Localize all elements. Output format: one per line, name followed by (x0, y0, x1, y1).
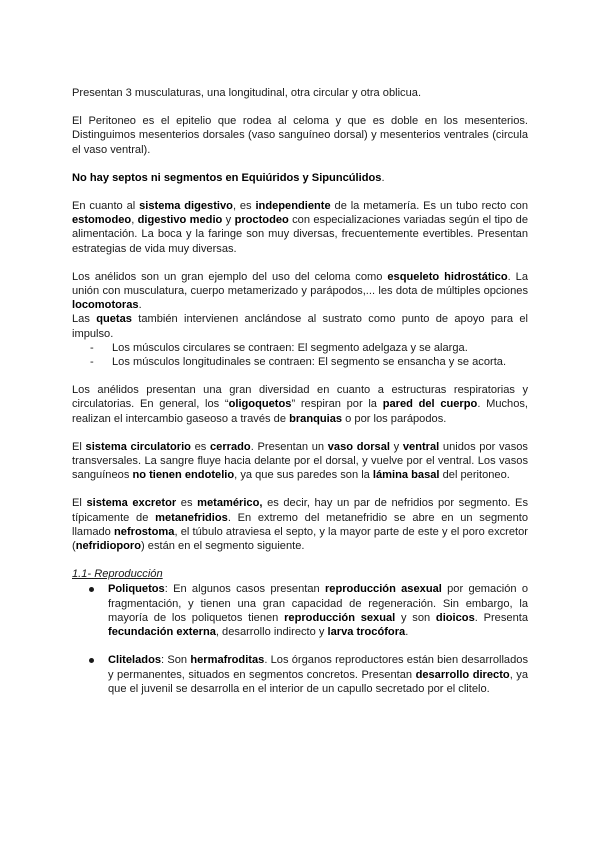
list-item: - Los músculos longitudinales se contraen: El segmento se ensancha y se acorta. (72, 355, 528, 369)
paragraph-hydrostatic-skeleton: Los anélidos son un gran ejemplo del uso del celoma como esqueleto hidrostático. La unión con musculatura, cuerpo metamerizado y parápodos,... les dota de múltiples opciones locomotoras. (72, 270, 529, 312)
section-heading-reproduction: 1.1- Reproducción (72, 568, 163, 581)
paragraph-no-septa: No hay septos ni segmentos en Equiúridos y Sipuncúlidos. (72, 171, 385, 184)
paragraph-chaetae: Las quetas también intervienen anclándose al sustrato como punto de apoyo para el impulso. (72, 313, 529, 340)
bold-text: No hay septos ni segmentos en Equiúridos y Sipuncúlidos (72, 171, 382, 184)
paragraph-excretory-system: El sistema excretor es metamérico, es decir, hay un par de nefridios por segmento. Es típicamente de metanefridios. En extremo del metanefridio se abre en un segmento llamado nefrostoma, el túbulo atraviesa el septo, y la mayor parte de este y el poro excretor (nefridioporo) están en el segmento siguiente. (72, 497, 529, 553)
paragraph-circulatory-system: El sistema circulatorio es cerrado. Presentan un vaso dorsal y ventral unidos por vasos transversales. La sangre fluye hacia delante por el dorsal, y vuelve por el ventral. Los vasos sanguíneos no tienen endotelio, ya que sus paredes son la lámina basal del peritoneo. (72, 440, 528, 482)
bullet-icon (89, 587, 94, 592)
bullet-icon (89, 658, 94, 663)
reproduction-list (72, 582, 528, 695)
muscle-contraction-list (72, 341, 528, 369)
paragraph-respiration: Los anélidos presentan una gran diversidad en cuanto a estructuras respiratorias y circulatorias. En general, los “oligoquetos” respiran por la pared del cuerpo. Muchos, realizan el intercambio gaseoso a través de branquias o por los parápodos. (72, 384, 529, 425)
paragraph-musculatures: Presentan 3 musculaturas, una longitudinal, otra circular y otra oblicua. (72, 87, 422, 99)
paragraph-digestive-system: En cuanto al sistema digestivo, es independiente de la metamería. Es un tubo recto con estomodeo, digestivo medio y proctodeo con especializaciones variadas según el tipo de alimentación. La boca y la faringe son muy diversas, frecuentemente evertibles. Presentan estrategias de vida muy diversas. (72, 200, 529, 255)
list-item-polychaetes: Poliquetos: En algunos casos presentan reproducción asexual por gemación o fragmentación, y tienen una gran capacidad de regeneración. Sin embargo, la mayoría de los poliquetos tienen reproducción sexual y son dioicos. Presenta fecundación externa, desarrollo indirecto y larva trocófora. (72, 582, 528, 639)
list-item-clitellates: Clitelados: Son hermafroditas. Los órganos reproductores están bien desarrollados y permanentes, situados en segmentos concretos. Presentan desarrollo directo, ya que el juvenil se desarrolla en el interior de un capullo secretado por el clitelo. (72, 653, 528, 696)
list-item: - Los músculos circulares se contraen: El segmento adelgaza y se alarga. (72, 341, 528, 355)
paragraph-peritoneum: El Peritoneo es el epitelio que rodea al celoma y que es doble en los mesenterios. Distinguimos mesenterios dorsales (vaso sanguíneo dorsal) y mesenterios ventrales (circula el vaso ventral). (72, 115, 528, 156)
